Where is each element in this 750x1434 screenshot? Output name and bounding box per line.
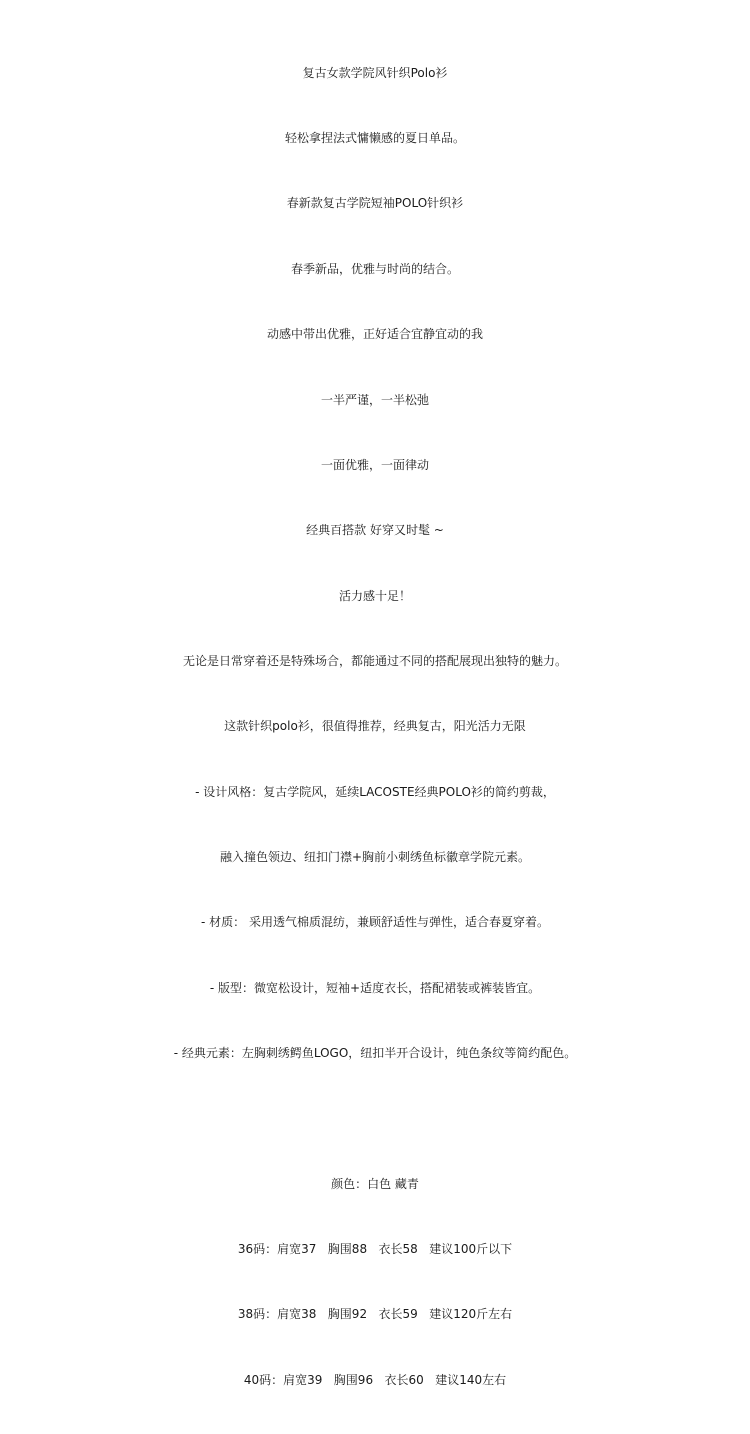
description-line-7: 一面优雅，一面律动: [320, 458, 429, 472]
description-line-10: 无论是日常穿着还是特殊场合，都能通过不同的搭配展现出独特的魅力。: [182, 654, 567, 668]
description-line-12: - 设计风格：复古学院风，延续LACOSTE经典POLO衫的简约剪裁，: [195, 785, 555, 799]
description-line-1: 复古女款学院风针织Polo衫: [302, 66, 448, 80]
description-line-3: 春新款复古学院短袖POLO针织衫: [286, 196, 464, 210]
description-line-6: 一半严谨，一半松弛: [320, 393, 429, 407]
size-row-36: 36码：肩宽37 胸围88 衣长58 建议100斤以下: [237, 1242, 513, 1256]
description-line-14: - 材质： 采用透气棉质混纺，兼顾舒适性与弹性，适合春夏穿着。: [201, 915, 549, 929]
description-line-15: - 版型：微宽松设计，短袖+适度衣长，搭配裙装或裤装皆宜。: [209, 981, 541, 995]
description-line-13: 融入撞色领边、纽扣门襟+胸前小刺绣鱼标徽章学院元素。: [219, 850, 531, 864]
description-line-9: 活力感十足！: [338, 589, 411, 603]
color-options: 颜色：白色 藏青: [331, 1177, 419, 1191]
size-row-38: 38码：肩宽38 胸围92 衣长59 建议120斤左右: [237, 1307, 513, 1321]
description-line-2: 轻松拿捏法式慵懒感的夏日单品。: [284, 131, 465, 145]
description-line-16: - 经典元素：左胸刺绣鳄鱼LOGO，纽扣半开合设计，纯色条纹等简约配色。: [173, 1046, 577, 1060]
description-line-5: 动感中带出优雅，正好适合宜静宜动的我: [266, 327, 483, 341]
description-line-8: 经典百搭款 好穿又时髦 ~: [306, 523, 444, 537]
description-line-11: 这款针织polo衫，很值得推荐，经典复古，阳光活力无限: [224, 719, 526, 733]
size-row-40: 40码：肩宽39 胸围96 衣长60 建议140左右: [243, 1373, 507, 1387]
description-line-4: 春季新品，优雅与时尚的结合。: [290, 262, 459, 276]
